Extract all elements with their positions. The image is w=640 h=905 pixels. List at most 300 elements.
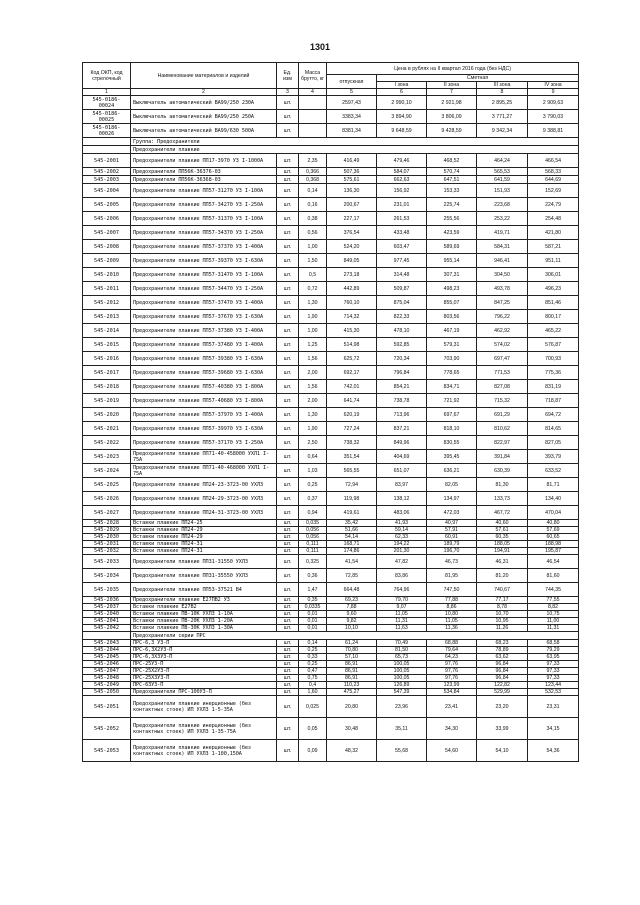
price-zone1: 651,07 bbox=[377, 464, 427, 478]
price-release: 86,91 bbox=[327, 668, 377, 675]
price-zone2: 123,99 bbox=[427, 682, 477, 689]
price-release: 35,42 bbox=[327, 520, 377, 527]
price-release: 727,24 bbox=[327, 422, 377, 436]
item-code: 545-0186-00025 bbox=[83, 110, 131, 124]
item-unit: шт. bbox=[277, 640, 299, 647]
item-code: 545-2006 bbox=[83, 212, 131, 226]
item-name: Предохранители ПП56К-36368-03 bbox=[131, 176, 277, 184]
table-row bbox=[83, 583, 579, 597]
price-zone3: 697,47 bbox=[477, 352, 528, 366]
price-zone2: 153,33 bbox=[427, 184, 477, 198]
header-unit: Ед. изм bbox=[277, 63, 299, 89]
item-code: 545-2034 bbox=[83, 569, 131, 583]
item-unit: шт. bbox=[277, 154, 299, 168]
price-release: 48,32 bbox=[327, 740, 377, 762]
price-release: 351,54 bbox=[327, 450, 377, 464]
table-row bbox=[83, 394, 579, 408]
item-unit: шт. bbox=[277, 611, 299, 618]
item-unit: шт. bbox=[277, 324, 299, 338]
price-zone3: 194,91 bbox=[477, 548, 528, 555]
item-code: 545-2040 bbox=[83, 611, 131, 618]
table-row bbox=[83, 647, 579, 654]
item-mass: 0,025 bbox=[299, 696, 327, 718]
price-zone2: 40,97 bbox=[427, 520, 477, 527]
item-name: Вставки плавкие ПП24-31 bbox=[131, 541, 277, 548]
price-release: 30,48 bbox=[327, 718, 377, 740]
price-zone4: 8,82 bbox=[528, 604, 579, 611]
item-code: 545-2028 bbox=[83, 520, 131, 527]
table-row bbox=[83, 520, 579, 527]
price-zone1: 41,93 bbox=[377, 520, 427, 527]
price-zone4: 46,54 bbox=[528, 555, 579, 569]
item-code: 545-2004 bbox=[83, 184, 131, 198]
item-name: Предохранители плавкие ПП57-34370 У3 I-250А bbox=[131, 226, 277, 240]
item-code: 545-2024 bbox=[83, 464, 131, 478]
item-name: Предохранители плавкие ПП24-29-3723-00 УХЛ3 bbox=[131, 492, 277, 506]
price-zone3: 3 771,27 bbox=[477, 110, 528, 124]
item-unit: шт. bbox=[277, 184, 299, 198]
price-zone3: 822,97 bbox=[477, 436, 528, 450]
price-zone2: 423,59 bbox=[427, 226, 477, 240]
item-mass: 0,72 bbox=[299, 282, 327, 296]
price-zone1: 977,45 bbox=[377, 254, 427, 268]
item-name: Предохранители плавкие ПП57-39970 У3 I-630А bbox=[131, 422, 277, 436]
price-zone4: 11,31 bbox=[528, 625, 579, 632]
price-zone3: 57,61 bbox=[477, 527, 528, 534]
table-row bbox=[83, 96, 579, 110]
price-zone2: 82,05 bbox=[427, 478, 477, 492]
item-unit: шт. bbox=[277, 408, 299, 422]
item-unit: шт. bbox=[277, 647, 299, 654]
price-zone4: 470,04 bbox=[528, 506, 579, 520]
price-zone2: 647,51 bbox=[427, 176, 477, 184]
price-zone2: 834,71 bbox=[427, 380, 477, 394]
item-name: Предохранители плавкие ПП57-40380 У3 I-800А bbox=[131, 380, 277, 394]
price-zone4: 10,75 bbox=[528, 611, 579, 618]
price-zone1: 79,70 bbox=[377, 597, 427, 604]
item-name: Предохранители плавкие ПП57-34470 У3 I-250А bbox=[131, 282, 277, 296]
header-name: Наименование материалов и изделий bbox=[131, 63, 277, 89]
price-zone3: 68,23 bbox=[477, 640, 528, 647]
price-zone2: 697,67 bbox=[427, 408, 477, 422]
table-row bbox=[83, 338, 579, 352]
price-zone3: 78,89 bbox=[477, 647, 528, 654]
item-mass: 0,36 bbox=[299, 569, 327, 583]
table-row bbox=[83, 110, 579, 124]
price-zone1: 796,84 bbox=[377, 366, 427, 380]
price-zone2: 23,41 bbox=[427, 696, 477, 718]
item-code: 545-0186-00024 bbox=[83, 96, 131, 110]
price-release: 416,49 bbox=[327, 154, 377, 168]
item-name: ПРС-6,3Х3У3-П bbox=[131, 654, 277, 661]
price-release: 273,18 bbox=[327, 268, 377, 282]
table-row bbox=[83, 597, 579, 604]
price-release: 168,71 bbox=[327, 541, 377, 548]
item-unit: шт. bbox=[277, 296, 299, 310]
price-zone1: 23,96 bbox=[377, 696, 427, 718]
item-code: 545-2042 bbox=[83, 625, 131, 632]
price-zone3: 946,41 bbox=[477, 254, 528, 268]
item-unit: шт. bbox=[277, 534, 299, 541]
price-zone1: 65,73 bbox=[377, 654, 427, 661]
item-unit: шт. bbox=[277, 527, 299, 534]
price-release: 9,60 bbox=[327, 611, 377, 618]
price-zone4: 744,35 bbox=[528, 583, 579, 597]
column-index: 1 bbox=[83, 89, 131, 96]
item-unit: шт. bbox=[277, 569, 299, 583]
item-code: 545-2009 bbox=[83, 254, 131, 268]
item-name: Вставки плавкие ПВ-10К УХЛ3 1-10А bbox=[131, 611, 277, 618]
item-code: 545-0186-00026 bbox=[83, 124, 131, 138]
price-release: 760,10 bbox=[327, 296, 377, 310]
group-title: Предохранители плавкие bbox=[131, 146, 579, 154]
price-release: 742,01 bbox=[327, 380, 377, 394]
table-row bbox=[83, 254, 579, 268]
price-zone3: 63,62 bbox=[477, 654, 528, 661]
price-zone2: 68,88 bbox=[427, 640, 477, 647]
table-row bbox=[83, 611, 579, 618]
price-zone4: 9 388,81 bbox=[528, 124, 579, 138]
item-code: 545-2020 bbox=[83, 408, 131, 422]
item-unit: шт. bbox=[277, 436, 299, 450]
item-unit: шт. bbox=[277, 597, 299, 604]
item-name: Вставки плавкие ПП24-25 bbox=[131, 520, 277, 527]
item-name: Предохранители плавкие ПП57-37670 У3 I-630А bbox=[131, 310, 277, 324]
price-zone4: 576,87 bbox=[528, 338, 579, 352]
price-zone3: 462,92 bbox=[477, 324, 528, 338]
price-zone3: 584,31 bbox=[477, 240, 528, 254]
price-zone2: 97,76 bbox=[427, 661, 477, 668]
price-zone3: 464,24 bbox=[477, 154, 528, 168]
item-name: ПРС-6,3 У3-П bbox=[131, 640, 277, 647]
price-zone1: 83,97 bbox=[377, 478, 427, 492]
price-release: 227,17 bbox=[327, 212, 377, 226]
item-name: ПРС-63У3-П bbox=[131, 682, 277, 689]
price-release: 2597,43 bbox=[327, 96, 377, 110]
item-mass: 0,25 bbox=[299, 647, 327, 654]
price-zone3: 574,02 bbox=[477, 338, 528, 352]
group-title: Предохранители серии ПРС bbox=[131, 632, 579, 640]
table-row bbox=[83, 352, 579, 366]
price-release: 714,32 bbox=[327, 310, 377, 324]
price-zone4: 97,33 bbox=[528, 668, 579, 675]
item-name: ПРС-25Х2У3-П bbox=[131, 668, 277, 675]
price-zone2: 778,65 bbox=[427, 366, 477, 380]
price-release: 849,05 bbox=[327, 254, 377, 268]
price-zone4: 63,95 bbox=[528, 654, 579, 661]
price-zone1: 875,04 bbox=[377, 296, 427, 310]
item-name: ПРС-6,3Х2У3-П bbox=[131, 647, 277, 654]
price-zone1: 35,11 bbox=[377, 718, 427, 740]
price-zone4: 123,44 bbox=[528, 682, 579, 689]
table-row bbox=[83, 661, 579, 668]
item-mass: 0,25 bbox=[299, 478, 327, 492]
price-release: 565,55 bbox=[327, 464, 377, 478]
price-zone2: 189,79 bbox=[427, 541, 477, 548]
price-release: 514,98 bbox=[327, 338, 377, 352]
item-mass: 0,94 bbox=[299, 506, 327, 520]
item-mass bbox=[299, 124, 327, 138]
item-name: Предохранители плавкие инерционные (без контактных стоек) ИП УХЛ3 1-5-35А bbox=[131, 696, 277, 718]
price-zone4: 195,87 bbox=[528, 548, 579, 555]
price-zone2: 11,05 bbox=[427, 618, 477, 625]
price-zone2: 703,90 bbox=[427, 352, 477, 366]
item-code: 545-2036 bbox=[83, 597, 131, 604]
price-zone1: 314,48 bbox=[377, 268, 427, 282]
price-zone3: 691,29 bbox=[477, 408, 528, 422]
item-name: Предохранители плавкие Е27ПВ2 У3 bbox=[131, 597, 277, 604]
price-release: 8381,34 bbox=[327, 124, 377, 138]
item-name: Предохранители плавкие инерционные (без контактных стоек) ИП УХЛ3 1-100,150А bbox=[131, 740, 277, 762]
header-estimate: Сметная bbox=[377, 75, 579, 82]
table-row bbox=[83, 541, 579, 548]
item-name: Предохранители плавкие ПП57-37970 У3 I-400А bbox=[131, 408, 277, 422]
price-zone2: 570,74 bbox=[427, 168, 477, 176]
item-code: 545-2032 bbox=[83, 548, 131, 555]
item-mass: 0,47 bbox=[299, 668, 327, 675]
item-code: 545-2018 bbox=[83, 380, 131, 394]
price-zone4: 254,48 bbox=[528, 212, 579, 226]
price-zone1: 194,22 bbox=[377, 541, 427, 548]
table-row bbox=[83, 198, 579, 212]
table-row bbox=[83, 464, 579, 478]
item-name: ПРС-25Х3У3-П bbox=[131, 675, 277, 682]
price-zone1: 764,96 bbox=[377, 583, 427, 597]
price-zone4: 81,71 bbox=[528, 478, 579, 492]
price-zone4: 393,79 bbox=[528, 450, 579, 464]
table-row bbox=[83, 450, 579, 464]
price-zone4: 466,54 bbox=[528, 154, 579, 168]
group-code-cell bbox=[83, 146, 131, 154]
item-code: 545-2048 bbox=[83, 675, 131, 682]
price-zone3: 467,72 bbox=[477, 506, 528, 520]
group-row bbox=[83, 138, 579, 146]
price-zone2: 855,07 bbox=[427, 296, 477, 310]
price-release: 69,23 bbox=[327, 597, 377, 604]
price-release: 200,67 bbox=[327, 198, 377, 212]
price-zone4: 496,23 bbox=[528, 282, 579, 296]
price-zone1: 156,92 bbox=[377, 184, 427, 198]
price-zone3: 796,22 bbox=[477, 310, 528, 324]
item-unit: шт. bbox=[277, 96, 299, 110]
item-code: 545-2049 bbox=[83, 682, 131, 689]
price-zone2: 307,31 bbox=[427, 268, 477, 282]
item-name: Выключатель автоматический ВА99/250 230А bbox=[131, 96, 277, 110]
item-name: ПРС-25У3-П bbox=[131, 661, 277, 668]
price-zone2: 9 428,59 bbox=[427, 124, 477, 138]
item-mass: 0,16 bbox=[299, 198, 327, 212]
price-zone4: 77,55 bbox=[528, 597, 579, 604]
item-name: Предохранители плавкие ПП57-40680 У3 I-800А bbox=[131, 394, 277, 408]
item-code: 545-2033 bbox=[83, 555, 131, 569]
item-code: 545-2014 bbox=[83, 324, 131, 338]
price-zone2: 747,50 bbox=[427, 583, 477, 597]
item-mass: 0,035 bbox=[299, 520, 327, 527]
item-code: 545-2008 bbox=[83, 240, 131, 254]
item-name: Вставки плавкие ПВ-30К УХЛ3 1-30А bbox=[131, 625, 277, 632]
price-zone2: 34,30 bbox=[427, 718, 477, 740]
price-zone4: 224,79 bbox=[528, 198, 579, 212]
item-name: Выключатель автоматический ВА99/630 500А bbox=[131, 124, 277, 138]
item-name: Предохранители плавкие ПП31-31550 УХЛ3 bbox=[131, 555, 277, 569]
price-zone1: 83,86 bbox=[377, 569, 427, 583]
table-row bbox=[83, 168, 579, 176]
table-row bbox=[83, 436, 579, 450]
item-name: Предохранители плавкие ПП24-23-3723-00 УХЛ3 bbox=[131, 478, 277, 492]
item-unit: шт. bbox=[277, 240, 299, 254]
column-index: 5 bbox=[327, 89, 377, 96]
table-row bbox=[83, 654, 579, 661]
item-unit: шт. bbox=[277, 675, 299, 682]
price-zone4: 633,52 bbox=[528, 464, 579, 478]
table-row bbox=[83, 184, 579, 198]
price-zone1: 837,21 bbox=[377, 422, 427, 436]
column-index-row bbox=[83, 89, 579, 96]
table-row bbox=[83, 282, 579, 296]
header-zone2: II зона bbox=[427, 82, 477, 89]
price-zone1: 854,21 bbox=[377, 380, 427, 394]
price-zone3: 96,84 bbox=[477, 661, 528, 668]
item-mass: 1,00 bbox=[299, 324, 327, 338]
price-zone2: 54,60 bbox=[427, 740, 477, 762]
item-unit: шт. bbox=[277, 282, 299, 296]
item-mass: 0,05 bbox=[299, 718, 327, 740]
price-zone4: 79,29 bbox=[528, 647, 579, 654]
item-unit: шт. bbox=[277, 696, 299, 718]
price-zone1: 603,47 bbox=[377, 240, 427, 254]
item-code: 545-2027 bbox=[83, 506, 131, 520]
price-zone3: 151,93 bbox=[477, 184, 528, 198]
price-zone3: 810,62 bbox=[477, 422, 528, 436]
price-release: 575,61 bbox=[327, 176, 377, 184]
item-mass: 0,37 bbox=[299, 492, 327, 506]
item-name: Вставки плавкие Е27В2 bbox=[131, 604, 277, 611]
price-zone2: 468,52 bbox=[427, 154, 477, 168]
table-row bbox=[83, 548, 579, 555]
price-zone1: 738,78 bbox=[377, 394, 427, 408]
price-zone2: 10,80 bbox=[427, 611, 477, 618]
item-name: Предохранители плавкие ПП57-37380 У3 I-400А bbox=[131, 324, 277, 338]
item-mass: 0,01 bbox=[299, 618, 327, 625]
price-zone4: 775,36 bbox=[528, 366, 579, 380]
price-zone1: 547,39 bbox=[377, 689, 427, 696]
item-unit: шт. bbox=[277, 682, 299, 689]
price-zone3: 11,26 bbox=[477, 625, 528, 632]
table-row bbox=[83, 296, 579, 310]
price-zone3: 565,53 bbox=[477, 168, 528, 176]
price-zone4: 587,21 bbox=[528, 240, 579, 254]
price-zone1: 822,33 bbox=[377, 310, 427, 324]
item-unit: шт. bbox=[277, 555, 299, 569]
price-zone1: 62,33 bbox=[377, 534, 427, 541]
price-zone1: 433,48 bbox=[377, 226, 427, 240]
price-zone1: 478,10 bbox=[377, 324, 427, 338]
price-zone2: 721,92 bbox=[427, 394, 477, 408]
price-release: 72,85 bbox=[327, 569, 377, 583]
table-row bbox=[83, 176, 579, 184]
price-zone3: 771,53 bbox=[477, 366, 528, 380]
price-zone2: 818,10 bbox=[427, 422, 477, 436]
price-zone3: 9 342,34 bbox=[477, 124, 528, 138]
item-mass: 0,09 bbox=[299, 740, 327, 762]
item-code: 545-2002 bbox=[83, 168, 131, 176]
column-index: 6 bbox=[377, 89, 427, 96]
column-index: 8 bbox=[477, 89, 528, 96]
column-index: 9 bbox=[528, 89, 579, 96]
group-row bbox=[83, 146, 579, 154]
column-index: 3 bbox=[277, 89, 299, 96]
price-release: 9,82 bbox=[327, 618, 377, 625]
price-zone2: 395,45 bbox=[427, 450, 477, 464]
price-zone1: 100,05 bbox=[377, 675, 427, 682]
price-zone1: 592,85 bbox=[377, 338, 427, 352]
price-zone1: 479,46 bbox=[377, 154, 427, 168]
price-release: 10,10 bbox=[327, 625, 377, 632]
price-zone1: 81,50 bbox=[377, 647, 427, 654]
price-zone4: 57,69 bbox=[528, 527, 579, 534]
price-release: 51,66 bbox=[327, 527, 377, 534]
header-zone3: III зона bbox=[477, 82, 528, 89]
item-code: 545-2043 bbox=[83, 640, 131, 647]
item-code: 545-2012 bbox=[83, 296, 131, 310]
item-unit: шт. bbox=[277, 604, 299, 611]
table-row bbox=[83, 640, 579, 647]
item-code: 545-2045 bbox=[83, 654, 131, 661]
item-name: Предохранители плавкие ПП31-35550 УХЛ3 bbox=[131, 569, 277, 583]
price-zone4: 3 790,03 bbox=[528, 110, 579, 124]
item-name: Предохранители плавкие ПП53-37521 В4 bbox=[131, 583, 277, 597]
item-code: 545-2011 bbox=[83, 282, 131, 296]
price-zone3: 223,68 bbox=[477, 198, 528, 212]
price-release: 415,30 bbox=[327, 324, 377, 338]
item-code: 545-2023 bbox=[83, 450, 131, 464]
item-mass: 1,90 bbox=[299, 422, 327, 436]
price-zone1: 720,34 bbox=[377, 352, 427, 366]
price-zone2: 79,64 bbox=[427, 647, 477, 654]
item-mass: 1,90 bbox=[299, 310, 327, 324]
price-zone1: 100,05 bbox=[377, 661, 427, 668]
item-name: Предохранители плавкие ПП57-37480 У3 I-400А bbox=[131, 338, 277, 352]
price-zone3: 253,22 bbox=[477, 212, 528, 226]
price-zone1: 138,12 bbox=[377, 492, 427, 506]
item-unit: шт. bbox=[277, 366, 299, 380]
price-release: 57,10 bbox=[327, 654, 377, 661]
item-name: Предохранители плавкие ПП71-40-468000 УХЛ1 I-75А bbox=[131, 464, 277, 478]
item-mass: 2,50 bbox=[299, 436, 327, 450]
header-zone4: IV зона bbox=[528, 82, 579, 89]
item-code: 545-2010 bbox=[83, 268, 131, 282]
table-row bbox=[83, 555, 579, 569]
item-code: 545-2035 bbox=[83, 583, 131, 597]
price-release: 625,72 bbox=[327, 352, 377, 366]
price-release: 86,91 bbox=[327, 675, 377, 682]
price-zone1: 3 894,90 bbox=[377, 110, 427, 124]
price-release: 692,17 bbox=[327, 366, 377, 380]
price-zone4: 2 909,63 bbox=[528, 96, 579, 110]
table-row bbox=[83, 240, 579, 254]
price-zone4: 306,01 bbox=[528, 268, 579, 282]
item-code: 545-2050 bbox=[83, 689, 131, 696]
price-zone3: 60,35 bbox=[477, 534, 528, 541]
item-mass: 0,75 bbox=[299, 675, 327, 682]
item-mass: 1,30 bbox=[299, 408, 327, 422]
table-row bbox=[83, 569, 579, 583]
price-zone3: 493,78 bbox=[477, 282, 528, 296]
price-zone2: 57,91 bbox=[427, 527, 477, 534]
item-mass: 1,50 bbox=[299, 254, 327, 268]
price-zone4: 700,93 bbox=[528, 352, 579, 366]
table-row bbox=[83, 268, 579, 282]
